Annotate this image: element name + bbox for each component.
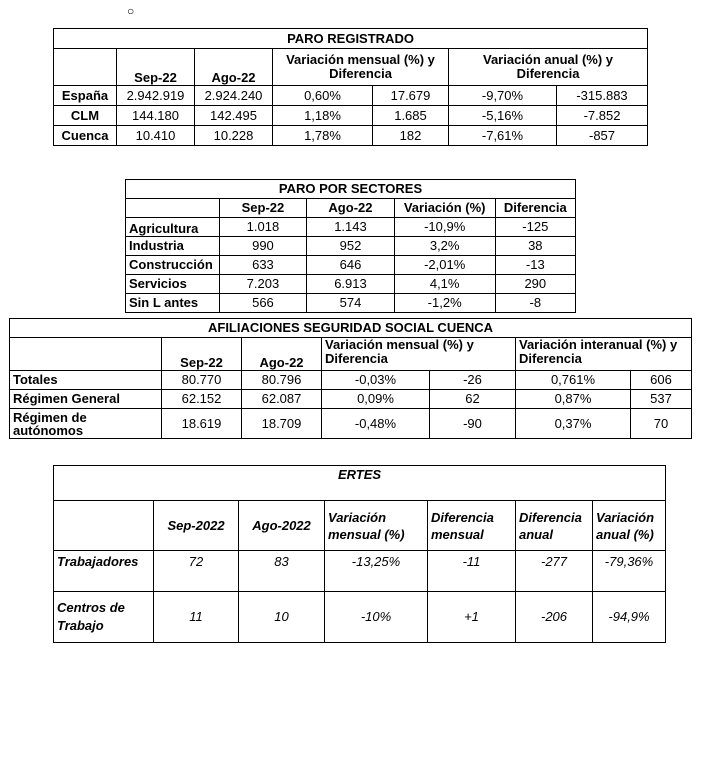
cell: 290 (495, 275, 575, 294)
cell: 0,761% (516, 371, 631, 390)
cell: 2.942.919 (117, 86, 195, 106)
cell: 606 (631, 371, 692, 390)
cell: -11 (428, 551, 516, 592)
header-row (54, 501, 666, 551)
row-label: CLM (54, 106, 117, 126)
cell: 62.087 (242, 390, 322, 409)
cell: 566 (219, 294, 307, 313)
cell: 990 (219, 237, 307, 256)
table-row (54, 86, 648, 106)
table-row (126, 256, 576, 275)
cell: 10 (239, 592, 325, 643)
row-label: Cuenca (54, 126, 117, 146)
cell: -125 (495, 218, 575, 237)
table-row (54, 106, 648, 126)
row-label: Industria (126, 237, 220, 256)
row-label: Centros de Trabajo (54, 592, 154, 643)
cell: 574 (307, 294, 395, 313)
table-title-row (126, 180, 576, 199)
table-row (126, 294, 576, 313)
cell: 4,1% (394, 275, 495, 294)
cell: -206 (516, 592, 593, 643)
table-row (54, 551, 666, 592)
row-label: Servicios (126, 275, 220, 294)
cell: 80.770 (162, 371, 242, 390)
col-header: Diferencia mensual (428, 501, 516, 551)
cell: 633 (219, 256, 307, 275)
row-label: Construcción (126, 256, 220, 275)
table-title-row (54, 466, 666, 501)
table-row (10, 409, 692, 439)
cell: 70 (631, 409, 692, 439)
cell: 646 (307, 256, 395, 275)
cell: 0,87% (516, 390, 631, 409)
cell: -0,48% (322, 409, 430, 439)
cell: 62 (430, 390, 516, 409)
cell: -13,25% (325, 551, 428, 592)
cell: 182 (373, 126, 449, 146)
cell: 0,09% (322, 390, 430, 409)
col-header: Variación (%) (394, 199, 495, 218)
cell: 0,37% (516, 409, 631, 439)
table-row (54, 592, 666, 643)
table-row (126, 237, 576, 256)
cell: -277 (516, 551, 593, 592)
cell: 6.913 (307, 275, 395, 294)
corner-cell (54, 501, 154, 551)
row-label: Sin L antes (126, 294, 220, 313)
col-header: Sep-22 (162, 338, 242, 371)
corner-cell (54, 49, 117, 86)
cell: 1.018 (219, 218, 307, 237)
ertes-table (53, 465, 666, 643)
cell: -5,16% (449, 106, 557, 126)
cell: 80.796 (242, 371, 322, 390)
cell: 1,18% (273, 106, 373, 126)
cell: 10.228 (195, 126, 273, 146)
cell: 1,78% (273, 126, 373, 146)
cell: 11 (154, 592, 239, 643)
cell: 83 (239, 551, 325, 592)
row-label: Totales (10, 371, 162, 390)
row-label: Trabajadores (54, 551, 154, 592)
col-header: Variación anual (%) y Diferencia (449, 49, 648, 86)
table-title: PARO REGISTRADO (54, 29, 648, 49)
cell: -2,01% (394, 256, 495, 275)
col-header: Variación mensual (%) y Diferencia (322, 338, 516, 371)
table-row (10, 390, 692, 409)
cell: 17.679 (373, 86, 449, 106)
cell: 1.143 (307, 218, 395, 237)
cell: 18.709 (242, 409, 322, 439)
cell: 144.180 (117, 106, 195, 126)
cell: 7.203 (219, 275, 307, 294)
col-header: Sep-2022 (154, 501, 239, 551)
table-row (54, 126, 648, 146)
cell: 142.495 (195, 106, 273, 126)
table-row (126, 218, 576, 237)
paro-registrado-table (53, 28, 648, 146)
cell: -26 (430, 371, 516, 390)
cell: -1,2% (394, 294, 495, 313)
cell: 10.410 (117, 126, 195, 146)
paro-sectores-table (125, 179, 576, 313)
cell: -315.883 (557, 86, 648, 106)
cell: -94,9% (593, 592, 666, 643)
header-row (126, 199, 576, 218)
corner-cell (126, 199, 220, 218)
col-header: Variación mensual (%) y Diferencia (273, 49, 449, 86)
cell: 952 (307, 237, 395, 256)
row-label: Agricultura (126, 218, 220, 237)
row-label: Régimen de autónomos (10, 409, 162, 439)
cell: -7,61% (449, 126, 557, 146)
cell: -8 (495, 294, 575, 313)
col-header: Variación mensual (%) (325, 501, 428, 551)
col-header: Variación interanual (%) y Diferencia (516, 338, 692, 371)
col-header: Diferencia (495, 199, 575, 218)
cell: -13 (495, 256, 575, 275)
table-title-row (54, 29, 648, 49)
col-header: Diferencia anual (516, 501, 593, 551)
cell: -90 (430, 409, 516, 439)
cell: -79,36% (593, 551, 666, 592)
col-header: Sep-22 (117, 49, 195, 86)
cell: +1 (428, 592, 516, 643)
col-header: Ago-22 (307, 199, 395, 218)
cell: -10% (325, 592, 428, 643)
col-header: Ago-22 (242, 338, 322, 371)
table-row (126, 275, 576, 294)
table-title: AFILIACIONES SEGURIDAD SOCIAL CUENCA (10, 319, 692, 338)
cell: 38 (495, 237, 575, 256)
cell: -7.852 (557, 106, 648, 126)
row-label: Régimen General (10, 390, 162, 409)
cell: 1.685 (373, 106, 449, 126)
cell: -10,9% (394, 218, 495, 237)
cell: -857 (557, 126, 648, 146)
cell: 0,60% (273, 86, 373, 106)
table-row (10, 371, 692, 390)
cell: 2.924.240 (195, 86, 273, 106)
cell: 537 (631, 390, 692, 409)
table-title-row (10, 319, 692, 338)
table-title: ERTES (54, 466, 666, 501)
header-row (54, 49, 648, 86)
cell: 62.152 (162, 390, 242, 409)
cell: 72 (154, 551, 239, 592)
bullet-symbol: ○ (127, 4, 135, 18)
col-header: Variación anual (%) (593, 501, 666, 551)
corner-cell (10, 338, 162, 371)
row-label: España (54, 86, 117, 106)
cell: -0,03% (322, 371, 430, 390)
header-row (10, 338, 692, 371)
cell: 18.619 (162, 409, 242, 439)
cell: -9,70% (449, 86, 557, 106)
col-header: Ago-22 (195, 49, 273, 86)
col-header: Sep-22 (219, 199, 307, 218)
cell: 3,2% (394, 237, 495, 256)
afiliaciones-table (9, 318, 692, 439)
col-header: Ago-2022 (239, 501, 325, 551)
table-title: PARO POR SECTORES (126, 180, 576, 199)
